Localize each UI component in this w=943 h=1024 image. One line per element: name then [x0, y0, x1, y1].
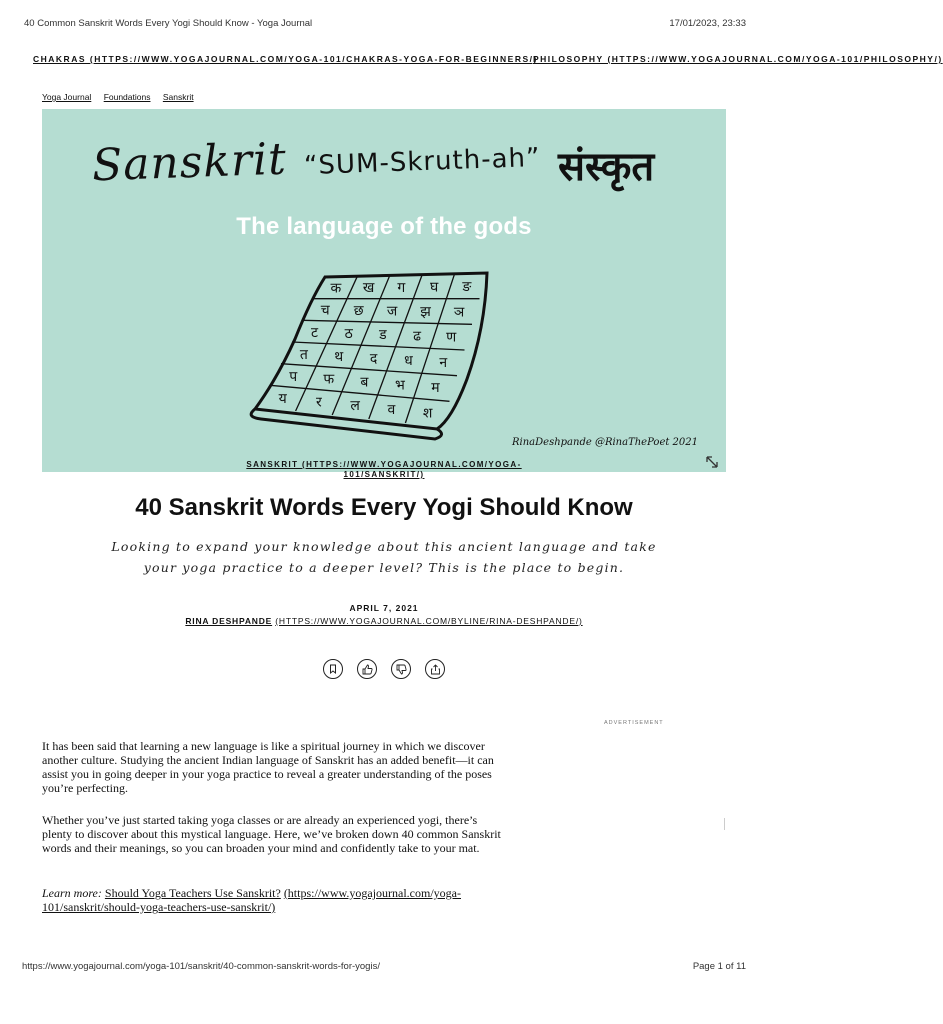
advertisement-divider	[724, 818, 725, 830]
paragraph-second: Whether you’ve just started taking yoga classes or are already an experienced yogi, there’s plenty to discover about this mystical language. Here, we’ve broken down 40 common Sanskrit words and their meanings, so you can broaden your mind and confidently take to your mat.	[42, 813, 501, 855]
advertisement-label: ADVERTISEMENT	[604, 720, 664, 726]
breadcrumb-sanskrit[interactable]: Sanskrit	[162, 92, 194, 102]
hero-image	[42, 109, 726, 472]
grid-letter: ञ	[453, 304, 465, 321]
grid-letter: त	[299, 346, 308, 363]
bookmark-button[interactable]	[323, 659, 343, 679]
print-header	[0, 18, 768, 34]
grid-letter: ट	[311, 324, 319, 341]
grid-letter: फ	[323, 371, 335, 388]
grid-letter: ध	[404, 352, 413, 369]
article-date: APRIL 7, 2021	[349, 603, 419, 613]
dislike-button[interactable]	[391, 659, 411, 679]
grid-letter: झ	[420, 303, 431, 320]
author-link[interactable]: RINA DESHPANDE	[185, 616, 273, 626]
like-button[interactable]	[357, 659, 377, 679]
hero-pronunciation: “SUM-Skruth-ah”	[303, 142, 541, 182]
hero-caption-link[interactable]: SANSKRIT (HTTPS://WWW.YOGAJOURNAL.COM/YOGA-101/SANSKRIT/)	[246, 460, 522, 479]
share-button[interactable]	[425, 659, 445, 679]
learn-more-paragraph	[42, 886, 502, 914]
grid-letter: ङ	[462, 279, 472, 296]
nav-item-philosophy[interactable]: PHILOSOPHY (HTTPS://WWW.YOGAJOURNAL.COM/YOGA-101/PHILOSOPHY/)	[533, 54, 943, 64]
grid-letter: प	[289, 368, 298, 385]
expand-icon[interactable]	[704, 454, 720, 470]
hero-devanagari: संस्कृत	[558, 144, 655, 190]
grid-letter: च	[320, 302, 330, 319]
print-title: 40 Common Sanskrit Words Every Yogi Should Know - Yoga Journal	[24, 18, 313, 29]
grid-letter: ड	[379, 327, 387, 344]
grid-letter: व	[387, 401, 396, 418]
grid-letter: द	[369, 350, 378, 367]
grid-letter: य	[278, 390, 287, 407]
share-icon	[430, 664, 441, 675]
grid-letter: थ	[334, 348, 344, 365]
alphabet-scroll-illustration	[247, 269, 507, 444]
hero-caption[interactable]	[234, 460, 534, 480]
grid-letter: क	[330, 280, 342, 297]
grid-letter: ब	[360, 374, 369, 391]
grid-letter: ण	[446, 329, 457, 346]
article-headline: 40 Sanskrit Words Every Yogi Should Know	[135, 494, 633, 521]
thumbs-down-icon	[396, 664, 407, 675]
grid-letter: भ	[395, 377, 405, 394]
grid-letter: र	[316, 394, 322, 411]
grid-letter: न	[439, 354, 448, 371]
learn-more-label: Learn more:	[42, 886, 102, 900]
hero-tagline: The language of the gods	[236, 213, 532, 240]
byline	[0, 616, 768, 626]
bookmark-icon	[328, 664, 338, 674]
grid-letter: म	[431, 380, 440, 397]
breadcrumb-yoga-journal[interactable]: Yoga Journal	[42, 92, 92, 102]
grid-letter: ल	[350, 398, 360, 415]
top-nav	[0, 52, 943, 68]
grid-letter: छ	[353, 303, 364, 320]
author-url[interactable]: (HTTPS://WWW.YOGAJOURNAL.COM/BYLINE/RINA-DESHPANDE/)	[275, 616, 583, 626]
grid-letter: ग	[397, 279, 406, 296]
grid-letter: घ	[429, 279, 439, 296]
grid-letter: ढ	[413, 328, 421, 345]
article-actions	[323, 659, 447, 683]
thumbs-up-icon	[362, 664, 373, 675]
grid-letter: ख	[362, 280, 375, 297]
paragraph-intro: It has been said that learning a new language is like a spiritual journey in which we discover another culture. Studying the ancient Indian language of Sanskrit has an added benefit—it can assist you in going deeper in your yoga practice to reveal a greater understanding of the poses you’re perfecting.	[42, 739, 494, 795]
hero-signature: RinaDeshpande @RinaThePoet 2021	[512, 437, 699, 448]
page-number: Page 1 of 11	[692, 961, 746, 972]
learn-more-link[interactable]: Should Yoga Teachers Use Sanskrit?	[104, 886, 281, 900]
breadcrumb	[42, 92, 204, 102]
grid-letter: ज	[386, 303, 398, 320]
print-datetime: 17/01/2023, 23:33	[669, 18, 746, 29]
grid-letter: श	[422, 405, 433, 422]
footer-url: https://www.yogajournal.com/yoga-101/sanskrit/40-common-sanskrit-words-for-yogis/	[22, 961, 380, 972]
grid-letter: ठ	[344, 325, 353, 342]
breadcrumb-foundations[interactable]: Foundations	[103, 92, 151, 102]
article-dek: Looking to expand your knowledge about this ancient language and take your yoga practice to a deeper level? This is the place to begin.	[111, 539, 657, 575]
hero-word-sanskrit: Sanskrit	[91, 133, 288, 192]
learn-more-url-text[interactable]: (https://www.yogajournal.com/yoga-101/sanskrit/should-yoga-teachers-use-sanskrit/)	[42, 886, 461, 914]
nav-item-chakras[interactable]: CHAKRAS (HTTPS://WWW.YOGAJOURNAL.COM/YOGA-101/CHAKRAS-YOGA-FOR-BEGINNERS/)	[33, 54, 538, 64]
